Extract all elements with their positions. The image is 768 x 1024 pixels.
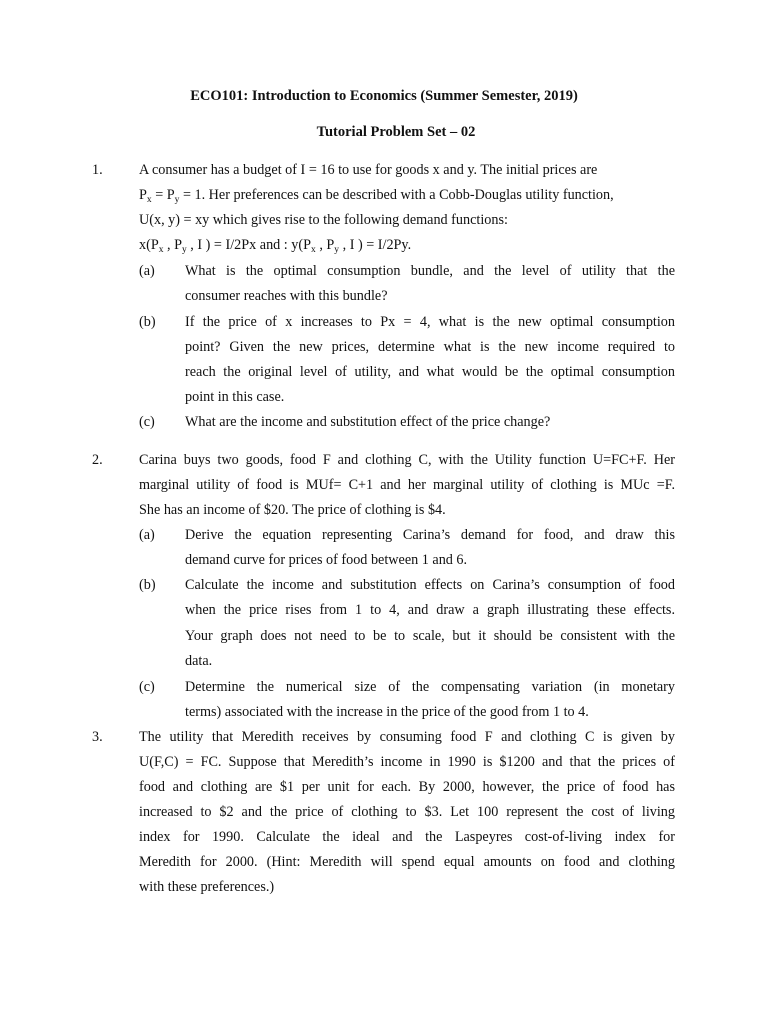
subpart-label: (c) xyxy=(139,414,155,430)
subpart-label: (b) xyxy=(139,577,156,593)
question-text-line: A consumer has a budget of I = 16 to use for goods x and y. The initial prices are xyxy=(139,162,598,178)
question-text-line: Meredith for 2000. (Hint: Meredith will spend equal amounts on food and clothing xyxy=(139,854,675,870)
subpart-text-line: What are the income and substitution effect of the price change? xyxy=(185,414,551,430)
subpart-text-line: data. xyxy=(185,653,213,669)
subpart-text-line: terms) associated with the increase in the price of the good from 1 to 4. xyxy=(185,704,589,720)
subpart-label: (a) xyxy=(139,263,155,279)
question-number: 2. xyxy=(92,452,103,468)
subpart-text-line: point in this case. xyxy=(185,389,285,405)
question-text-line: U(F,C) = FC. Suppose that Meredith’s income in 1990 is $1200 and that the prices of xyxy=(139,754,675,770)
subpart-label: (a) xyxy=(139,527,155,543)
question-text-line: $x(P_x$ , $P_y$ , I ) = I/2Px and : $y(P_x$ , $P_y$ , I ) = I/2Py. xyxy=(139,237,412,255)
subpart-text-line: Derive the equation representing Carina’s demand for food, and draw this xyxy=(185,527,675,543)
question-number: 1. xyxy=(92,162,103,178)
question-text-line: food and clothing are $1 per unit for each. By 2000, however, the price of food has xyxy=(139,779,675,795)
subpart-label: (b) xyxy=(139,314,156,330)
question-text-line: increased to $2 and the price of clothing to $3. Let 100 represent the cost of living xyxy=(139,804,675,820)
subpart-text-line: Determine the numerical size of the compensating variation (in monetary xyxy=(185,679,675,695)
subpart-text-line: Your graph does not need to be to scale, but it should be consistent with the xyxy=(185,628,675,644)
question-text-line: $P_x = P_y = 1$. Her preferences can be described with a Cobb-Douglas utility function, xyxy=(139,187,614,205)
subpart-text-line: If the price of x increases to Px = 4, what is the new optimal consumption xyxy=(185,314,675,330)
subpart-text-line: What is the optimal consumption bundle, and the level of utility that the xyxy=(185,263,675,279)
question-text-line: marginal utility of food is MUf= C+1 and her marginal utility of clothing is MUc =F. xyxy=(139,477,675,493)
subpart-text-line: Calculate the income and substitution effects on Carina’s consumption of food xyxy=(185,577,675,593)
question-text-line: U(x, y) = xy which gives rise to the following demand functions: xyxy=(139,212,508,228)
question-number: 3. xyxy=(92,729,103,745)
question-text-line: The utility that Meredith receives by consuming food F and clothing C is given by xyxy=(139,729,675,745)
question-text-line: index for 1990. Calculate the ideal and the Laspeyres cost-of-living index for xyxy=(139,829,675,845)
subpart-text-line: when the price rises from 1 to 4, and draw a graph illustrating these effects. xyxy=(185,602,675,618)
question-text-line: with these preferences.) xyxy=(139,879,275,895)
question-text-line: She has an income of $20. The price of clothing is $4. xyxy=(139,502,446,518)
subpart-text-line: consumer reaches with this bundle? xyxy=(185,288,388,304)
course-title: ECO101: Introduction to Economics (Summer Semester, 2019) xyxy=(190,88,578,104)
question-text-line: Carina buys two goods, food F and clothing C, with the Utility function U=FC+F. Her xyxy=(139,452,675,468)
subpart-text-line: demand curve for prices of food between 1 and 6. xyxy=(185,552,468,568)
subpart-label: (c) xyxy=(139,679,155,695)
subpart-text-line: point? Given the new prices, determine what is the new income required to xyxy=(185,339,675,355)
problem-set-title: Tutorial Problem Set – 02 xyxy=(316,124,476,140)
subpart-text-line: reach the original level of utility, and what would be the optimal consumption xyxy=(185,364,675,380)
